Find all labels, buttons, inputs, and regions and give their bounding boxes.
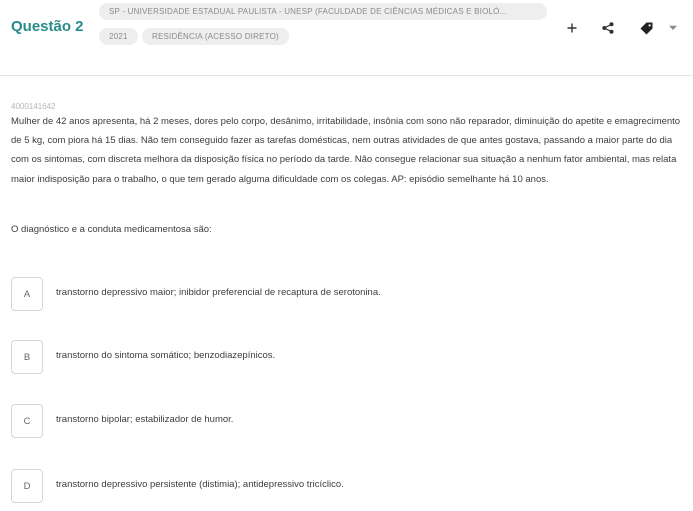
plus-icon: [567, 23, 577, 33]
question-header: [0, 0, 693, 76]
alternative-text: transtorno depressivo persistente (distimia); antidepressivo tricíclico.: [56, 479, 344, 490]
alternative-letter[interactable]: B: [11, 340, 43, 374]
add-button[interactable]: [561, 17, 583, 39]
alternative-b[interactable]: [11, 340, 671, 374]
share-button[interactable]: [597, 17, 619, 39]
question-stem: Mulher de 42 anos apresenta, há 2 meses, dores pelo corpo, desânimo, irritabilidade, insônia com sono não reparador, diminuição do apetite e emagrecimento de 5 kg, com piora há 15 dias. Não tem conseguido fazer as tarefas domésticas, nem outras atividades de que antes gostava, passando a maior parte do dia com os sintomas, com discreta melhora da disposição física no período da tarde. Não consegue relacionar sua situação a nenhum fator ambiental, mas relata maior indisposição para o trabalho, o que tem gerado alguma dificuldade com os colegas. AP: episódio semelhante há 10 anos.: [11, 116, 681, 185]
chevron-down-icon: [669, 25, 677, 31]
label-button[interactable]: [635, 17, 657, 39]
alternative-text: transtorno bipolar; estabilizador de humor.: [56, 414, 234, 425]
year-tag[interactable]: 2021: [99, 28, 138, 45]
alternative-letter[interactable]: D: [11, 469, 43, 503]
question-title: Questão 2: [11, 18, 84, 35]
question-prompt: O diagnóstico e a conduta medicamentosa são:: [11, 224, 212, 235]
alternative-text: transtorno do sintoma somático; benzodiazepínicos.: [56, 350, 276, 361]
alternative-letter[interactable]: C: [11, 404, 43, 438]
tag-icon: [640, 22, 653, 35]
exam-type-tag[interactable]: RESIDÊNCIA (ACESSO DIRETO): [142, 28, 289, 45]
institution-tag[interactable]: SP - UNIVERSIDADE ESTADUAL PAULISTA - UNESP (FACULDADE DE CIÊNCIAS MÉDICAS E BIOLÓ...: [99, 3, 547, 20]
alternative-text: transtorno depressivo maior; inibidor preferencial de recaptura de serotonina.: [56, 287, 381, 298]
alternative-c[interactable]: [11, 404, 671, 438]
alternative-d[interactable]: [11, 469, 671, 503]
more-options-button[interactable]: [664, 17, 682, 39]
alternative-letter[interactable]: A: [11, 277, 43, 311]
share-icon: [602, 22, 614, 34]
question-id: 4000141642: [11, 102, 56, 111]
alternative-a[interactable]: [11, 277, 671, 311]
